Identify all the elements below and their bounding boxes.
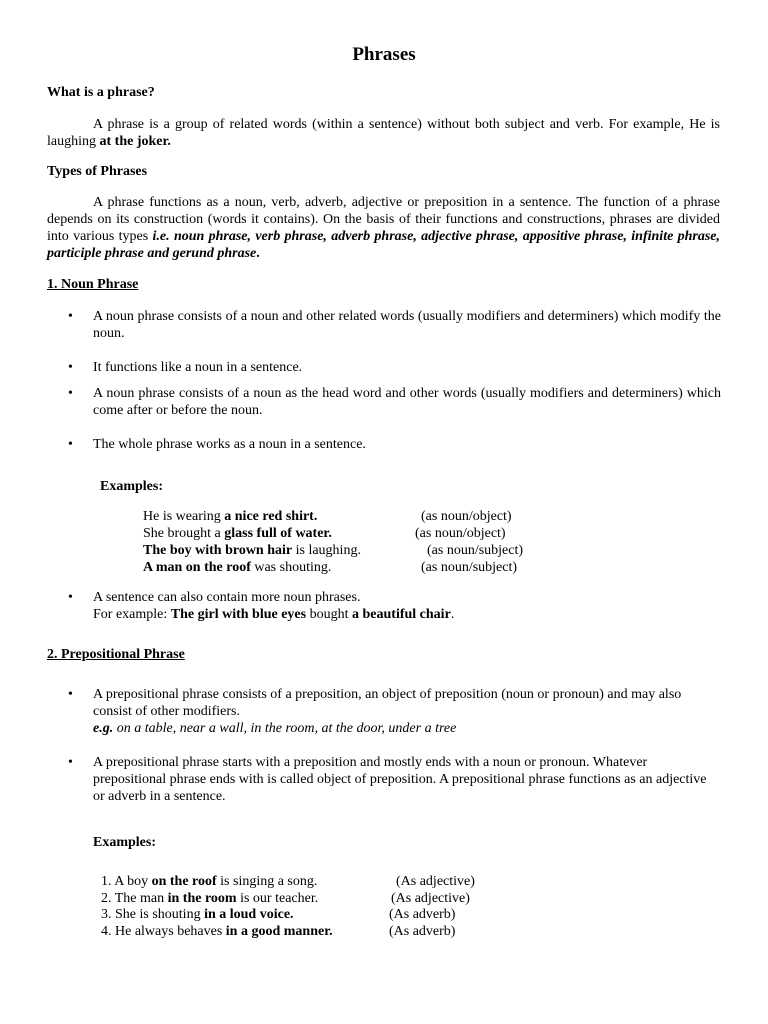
example-sentence: He is wearing a nice red shirt.	[143, 509, 318, 524]
example-note: (As adjective)	[396, 874, 475, 889]
page-title: Phrases	[352, 44, 416, 65]
example-sentence: A man on the roof was shouting.	[143, 560, 332, 575]
bullet-icon: •	[68, 437, 73, 452]
list-item: • A noun phrase consists of a noun as the head word and other words (usually modifiers and determiners) which come after or before the noun.	[68, 386, 721, 418]
list-item: • A prepositional phrase consists of a preposition, an object of preposition (noun or pronoun) and may also consist of other modifiers. e.g. on a table, near a wall, in the room, at the door, under a tree	[68, 687, 682, 736]
example-sentence: 3. She is shouting in a loud voice.	[101, 907, 294, 922]
list-item: • A sentence can also contain more noun phrases. For example: The girl with blue eyes bought a beautiful chair.	[68, 590, 455, 622]
example-note: (as noun/object)	[415, 526, 506, 541]
example-sentence: 4. He always behaves in a good manner.	[101, 924, 333, 939]
paragraph-definition: A phrase is a group of related words (within a sentence) without both subject and verb. For example, He is laughing at the joker.	[47, 117, 720, 149]
bullet-icon: •	[68, 687, 73, 702]
example-note: (As adverb)	[389, 907, 456, 922]
examples-label-prep: Examples:	[93, 835, 156, 850]
list-item: • A prepositional phrase starts with a preposition and mostly ends with a noun or pronoun. Whatever prepositional phrase ends with is called object of preposition. A prepositional phrase functions as an adjective or adverb in a sentence.	[68, 755, 707, 804]
bullet-icon: •	[68, 386, 73, 401]
bullet-icon: •	[68, 755, 73, 770]
example-sentence: 1. A boy on the roof is singing a song.	[101, 874, 318, 889]
example-sentence: She brought a glass full of water.	[143, 526, 332, 541]
bullet-icon: •	[68, 309, 73, 324]
heading-what-is-phrase: What is a phrase?	[47, 85, 155, 100]
examples-label-noun: Examples:	[100, 479, 163, 494]
heading-prepositional-phrase: 2. Prepositional Phrase	[47, 647, 185, 662]
heading-types-of-phrases: Types of Phrases	[47, 164, 148, 179]
example-sentence: 2. The man in the room is our teacher.	[101, 891, 319, 906]
heading-noun-phrase: 1. Noun Phrase	[47, 277, 139, 292]
example-note: (as noun/subject)	[427, 543, 524, 558]
paragraph-types: A phrase functions as a noun, verb, adverb, adjective or preposition in a sentence. The function of a phrase depends on its construction (words it contains). On the basis of their functions and constructions, phrases are divided into various types i.e. noun phrase, verb phrase, adverb phrase, adjective phrase, appositive phrase, infinite phrase, participle phrase and gerund phrase.	[47, 195, 721, 261]
bullet-icon: •	[68, 360, 73, 375]
example-note: (As adverb)	[389, 924, 456, 939]
example-note: (as noun/subject)	[421, 560, 518, 575]
example-note: (As adjective)	[391, 891, 470, 906]
list-item: • A noun phrase consists of a noun and other related words (usually modifiers and determiners) which modify the noun.	[68, 309, 721, 341]
example-note: (as noun/object)	[421, 509, 512, 524]
example-sentence: The boy with brown hair is laughing.	[143, 543, 361, 558]
list-item: • The whole phrase works as a noun in a sentence.	[68, 437, 366, 452]
list-item: • It functions like a noun in a sentence.	[68, 360, 303, 375]
bullet-icon: •	[68, 590, 73, 605]
